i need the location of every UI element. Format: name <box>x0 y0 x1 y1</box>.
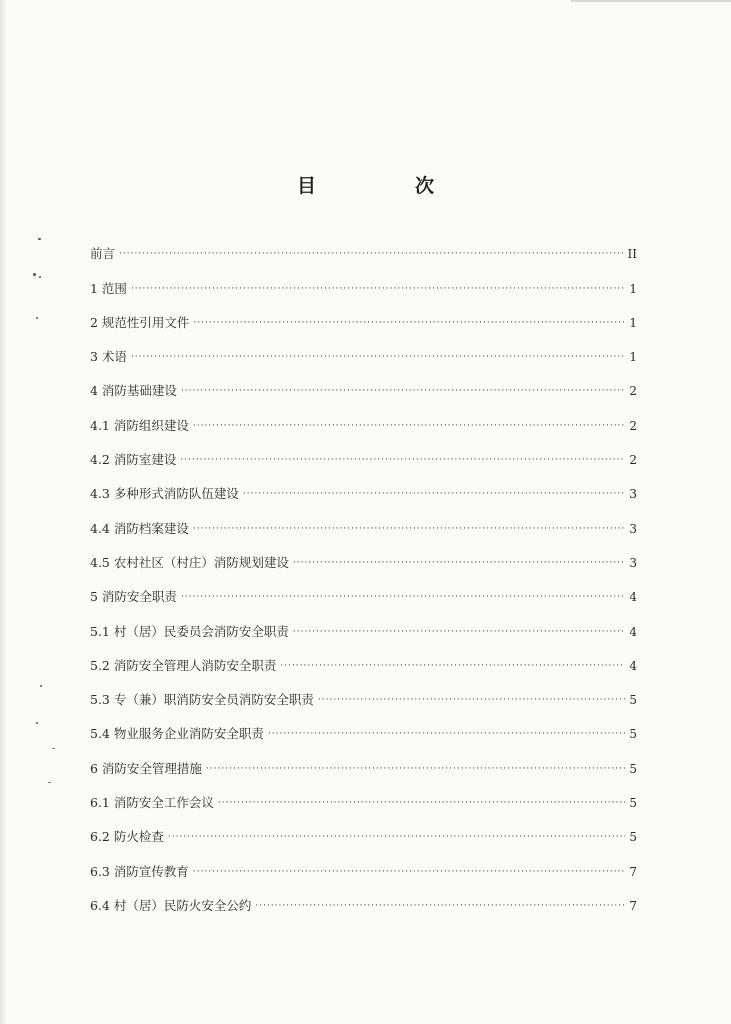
toc-leader-dots <box>131 349 625 365</box>
toc-leader-dots <box>280 658 625 674</box>
toc-entry-page: 4 <box>629 658 637 673</box>
toc-leader-dots <box>318 692 625 708</box>
toc-entry-page: 5 <box>629 796 637 811</box>
toc-entry-page: 2 <box>629 453 637 468</box>
toc-leader-dots <box>255 898 625 914</box>
toc-entry[interactable] <box>90 742 637 776</box>
toc-entry-label: 2 规范性引用文件 <box>90 314 190 330</box>
toc-entry-page: 5 <box>629 727 637 742</box>
toc-entry[interactable] <box>90 845 637 879</box>
toc-leader-dots <box>193 418 625 434</box>
toc-entry-label: 4.4 消防档案建设 <box>90 520 189 536</box>
toc-entry[interactable] <box>90 399 637 433</box>
toc-entry-label: 6.2 防火检查 <box>90 829 164 845</box>
toc-entry-label: 5.4 物业服务企业消防安全职责 <box>90 726 264 742</box>
toc-title: 目 次 <box>296 174 474 197</box>
toc-entry[interactable] <box>90 434 637 468</box>
scan-edge-left <box>0 0 6 1024</box>
toc-entry[interactable] <box>90 331 637 365</box>
toc-entry-label: 6.1 消防安全工作会议 <box>90 795 214 811</box>
toc-entry[interactable] <box>90 502 637 536</box>
scan-edge-top <box>571 0 731 2</box>
toc-entry-page: 1 <box>629 350 637 365</box>
toc-entry-page: 3 <box>629 521 637 536</box>
toc-entry[interactable] <box>90 640 637 674</box>
toc-leader-dots <box>119 246 625 262</box>
scan-speck <box>38 238 41 240</box>
scan-speck <box>36 722 38 724</box>
table-of-contents <box>90 228 637 914</box>
toc-entry-page: II <box>627 247 637 262</box>
toc-leader-dots <box>243 486 625 502</box>
toc-entry[interactable] <box>90 262 637 296</box>
toc-entry[interactable] <box>90 537 637 571</box>
toc-entry[interactable] <box>90 297 637 331</box>
toc-entry[interactable] <box>90 674 637 708</box>
toc-entry[interactable] <box>90 777 637 811</box>
scan-speck <box>33 273 36 276</box>
toc-leader-dots <box>268 726 625 742</box>
toc-entry-label: 6 消防安全管理措施 <box>90 760 202 776</box>
toc-entry[interactable] <box>90 605 637 639</box>
toc-entry[interactable] <box>90 811 637 845</box>
toc-entry[interactable] <box>90 708 637 742</box>
toc-entry-page: 5 <box>629 830 637 845</box>
toc-leader-dots <box>181 589 625 605</box>
toc-entry-page: 5 <box>629 761 637 776</box>
toc-entry-page: 1 <box>629 281 637 296</box>
toc-entry-page: 5 <box>629 693 637 708</box>
toc-leader-dots <box>181 383 625 399</box>
toc-entry-label: 4.1 消防组织建设 <box>90 417 189 433</box>
toc-entry-label: 1 范围 <box>90 280 127 296</box>
toc-leader-dots <box>206 761 625 777</box>
toc-entry-label: 5 消防安全职责 <box>90 589 177 605</box>
toc-entry-page: 2 <box>629 384 637 399</box>
toc-leader-dots <box>293 555 625 571</box>
toc-entry-label: 4.2 消防室建设 <box>90 452 177 468</box>
toc-entry-label: 5.3 专（兼）职消防安全员消防安全职责 <box>90 692 314 708</box>
toc-entry-label: 6.3 消防宣传教育 <box>90 863 189 879</box>
toc-entry-page: 7 <box>629 864 637 879</box>
toc-leader-dots <box>131 281 625 297</box>
scan-speck <box>36 317 38 319</box>
toc-entry[interactable] <box>90 468 637 502</box>
toc-entry[interactable] <box>90 228 637 262</box>
scan-speck <box>52 748 55 749</box>
toc-entry-label: 前言 <box>90 246 116 262</box>
toc-entry-label: 5.1 村（居）民委员会消防安全职责 <box>90 623 289 639</box>
toc-leader-dots <box>293 624 625 640</box>
toc-entry-page: 3 <box>629 487 637 502</box>
scan-speck <box>48 782 51 783</box>
toc-leader-dots <box>193 864 625 880</box>
toc-entry-page: 4 <box>629 624 637 639</box>
toc-entry-label: 3 术语 <box>90 349 127 365</box>
toc-entry-page: 2 <box>629 418 637 433</box>
toc-entry[interactable] <box>90 365 637 399</box>
scan-speck <box>40 685 42 687</box>
scan-speck <box>39 276 41 278</box>
toc-entry-label: 4 消防基础建设 <box>90 383 177 399</box>
toc-entry-page: 3 <box>629 555 637 570</box>
toc-entry[interactable] <box>90 880 637 914</box>
toc-leader-dots <box>168 829 625 845</box>
toc-entry-label: 4.3 多种形式消防队伍建设 <box>90 486 239 502</box>
toc-entry[interactable] <box>90 571 637 605</box>
toc-entry-label: 6.4 村（居）民防火安全公约 <box>90 897 252 913</box>
toc-leader-dots <box>180 452 625 468</box>
toc-leader-dots <box>193 521 625 537</box>
toc-leader-dots <box>218 795 625 811</box>
toc-entry-label: 4.5 农村社区（村庄）消防规划建设 <box>90 554 289 570</box>
toc-leader-dots <box>193 315 625 331</box>
toc-entry-page: 4 <box>629 590 637 605</box>
toc-entry-label: 5.2 消防安全管理人消防安全职责 <box>90 657 277 673</box>
toc-entry-page: 1 <box>629 315 637 330</box>
toc-entry-page: 7 <box>629 898 637 913</box>
